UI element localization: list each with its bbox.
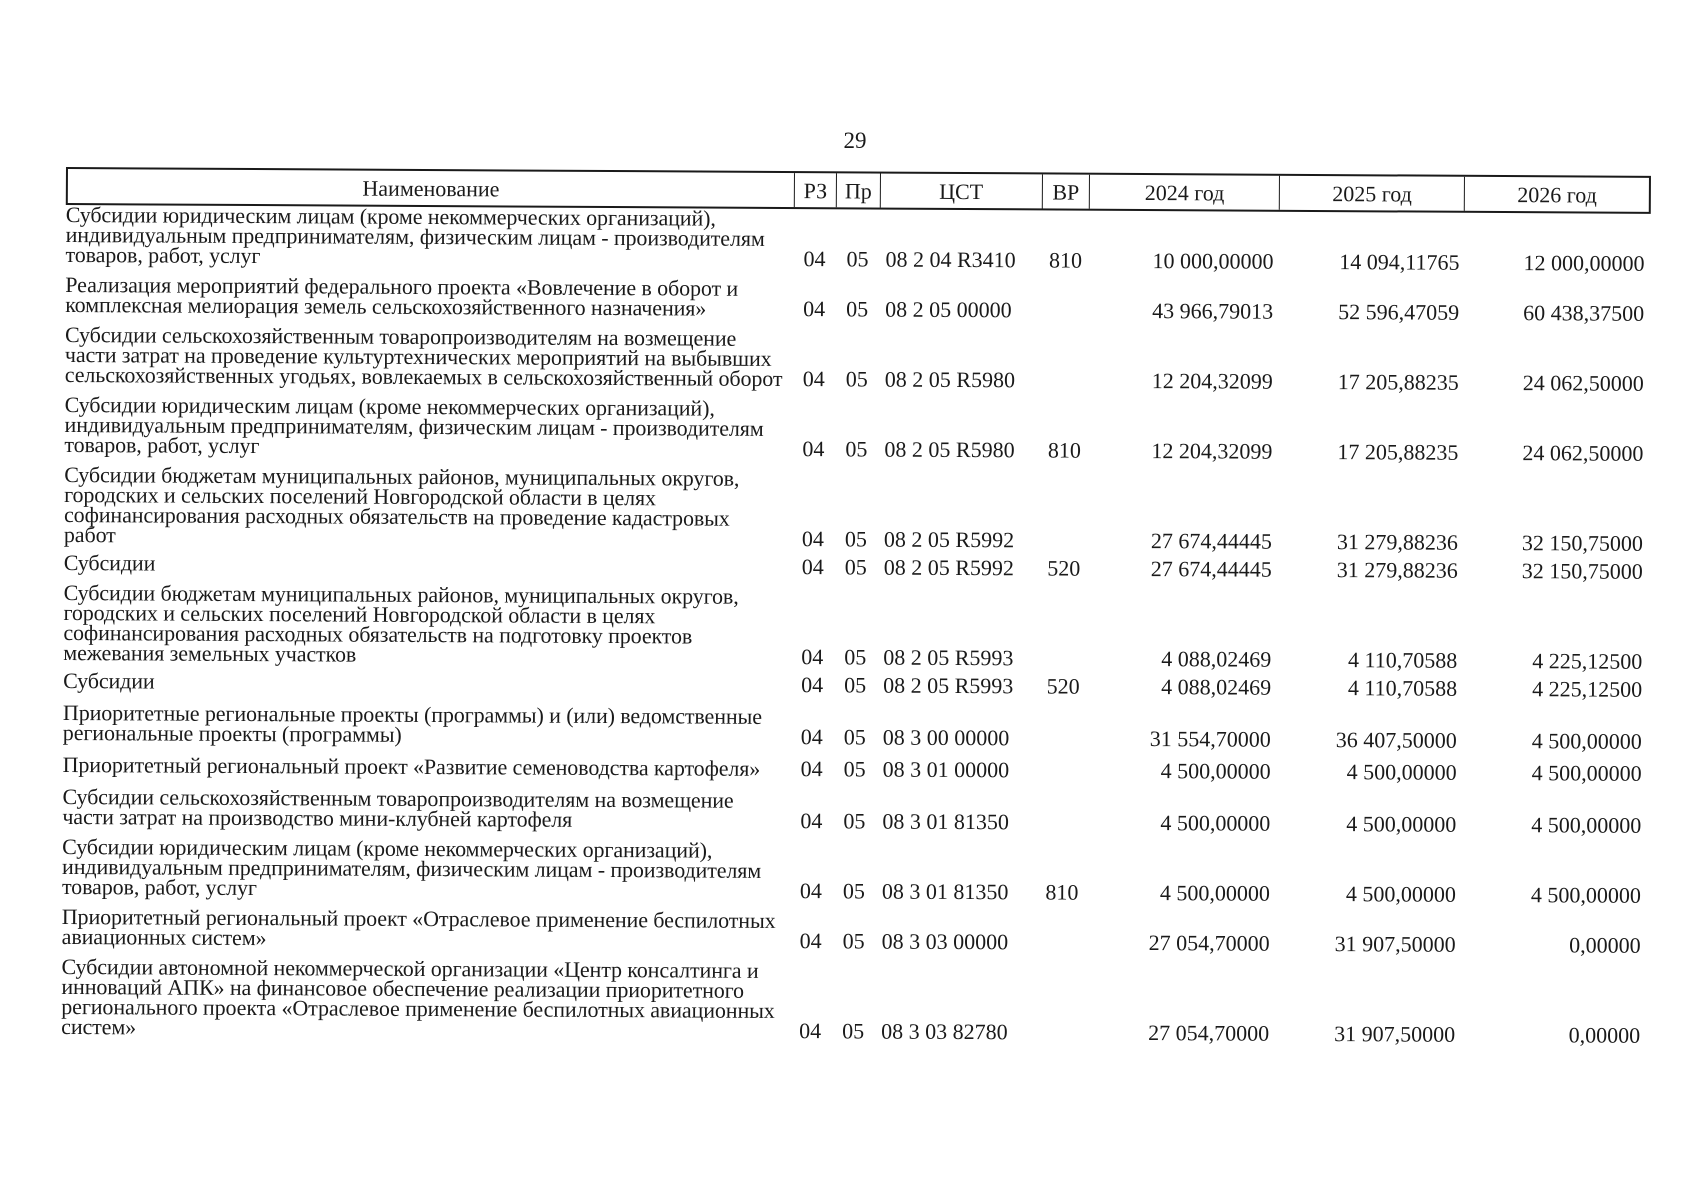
row-2024: 12 204,32099 bbox=[1151, 368, 1273, 394]
page-number: 29 bbox=[843, 128, 867, 153]
row-pr: 05 bbox=[845, 366, 868, 392]
row-rz: 04 bbox=[799, 878, 823, 904]
row-name: Субсидии юридическим лицам (кроме некоммерческих организаций), индивидуальным предпринимателям, физическим лицам - производителям товаров, работ, услуг bbox=[65, 201, 765, 269]
row-rz: 04 bbox=[802, 436, 825, 462]
row-2026: 32 150,75000 bbox=[1521, 530, 1643, 556]
row-2024: 43 966,79013 bbox=[1152, 298, 1274, 324]
row-2026: 4 225,12500 bbox=[1532, 676, 1643, 702]
row-name: Приоритетный региональный проект «Развитие семеноводства картофеля» bbox=[62, 751, 761, 781]
row-pr: 05 bbox=[844, 672, 867, 698]
table-row bbox=[63, 579, 1648, 674]
row-cst: 08 2 05 R5993 bbox=[883, 672, 1014, 699]
header-2024: 2024 год bbox=[1089, 175, 1279, 210]
row-2025: 36 407,50000 bbox=[1335, 727, 1457, 753]
row-cst: 08 2 05 00000 bbox=[885, 296, 1012, 323]
table-row bbox=[63, 461, 1649, 556]
row-2026: 0,00000 bbox=[1568, 1022, 1641, 1048]
row-cst: 08 3 01 81350 bbox=[882, 808, 1009, 835]
row-2025: 4 110,70588 bbox=[1347, 675, 1458, 701]
row-2025: 4 500,00000 bbox=[1345, 881, 1457, 907]
row-pr: 05 bbox=[846, 296, 869, 322]
row-cst: 08 3 01 00000 bbox=[882, 756, 1010, 783]
row-pr: 05 bbox=[844, 554, 867, 580]
row-name: Субсидии сельскохозяйственным товаропроизводителям на возмещение части затрат на проведение культуртехнических мероприятий на выбывших сельскохозяйственных угодьях, вовлекаемых в сельскохозяйственный оборот bbox=[64, 321, 783, 392]
row-2026: 24 062,50000 bbox=[1522, 440, 1644, 466]
row-name: Субсидии бюджетам муниципальных районов, муниципальных округов, городских и сельских поселений Новгородской области в целях софинансирования расходных обязательств на подготовку проектов межевания земельных участков bbox=[63, 579, 739, 667]
table-body bbox=[61, 201, 1651, 1048]
row-2024: 12 204,32099 bbox=[1151, 438, 1273, 464]
row-pr: 05 bbox=[844, 644, 867, 670]
row-2026: 4 500,00000 bbox=[1531, 760, 1642, 786]
budget-table bbox=[61, 167, 1651, 1046]
row-rz: 04 bbox=[803, 296, 826, 322]
row-rz: 04 bbox=[799, 1018, 822, 1044]
row-2026: 24 062,50000 bbox=[1522, 370, 1644, 396]
row-pr: 05 bbox=[844, 526, 868, 552]
row-rz: 04 bbox=[800, 808, 823, 834]
row-vr: 520 bbox=[1047, 555, 1081, 581]
table-row bbox=[61, 953, 1646, 1048]
row-pr: 05 bbox=[846, 246, 869, 272]
row-2025: 14 094,11765 bbox=[1339, 249, 1460, 275]
row-2024: 4 088,02469 bbox=[1161, 674, 1272, 700]
row-cst: 08 2 05 R5992 bbox=[883, 526, 1015, 553]
table-row bbox=[61, 903, 1647, 958]
row-cst: 08 3 00 00000 bbox=[882, 724, 1010, 751]
row-2025: 17 205,88235 bbox=[1337, 439, 1459, 465]
row-cst: 08 2 05 R5993 bbox=[883, 644, 1014, 671]
header-2025: 2025 год bbox=[1279, 176, 1465, 211]
row-pr: 05 bbox=[842, 1018, 865, 1044]
row-rz: 04 bbox=[801, 672, 824, 698]
table-row bbox=[63, 667, 1648, 702]
table-row bbox=[63, 549, 1649, 584]
table-row bbox=[62, 751, 1648, 786]
row-2026: 32 150,75000 bbox=[1521, 558, 1643, 584]
header-2026: 2026 год bbox=[1464, 177, 1649, 212]
row-cst: 08 2 04 R3410 bbox=[885, 246, 1016, 273]
row-name: Субсидии сельскохозяйственным товаропроизводителям на возмещение части затрат на производство мини-клубней картофеля bbox=[62, 783, 734, 832]
row-rz: 04 bbox=[801, 554, 824, 580]
row-2024: 31 554,70000 bbox=[1149, 726, 1271, 752]
row-cst: 08 3 03 82780 bbox=[881, 1018, 1008, 1045]
row-cst: 08 2 05 R5980 bbox=[884, 366, 1016, 393]
table-row bbox=[62, 783, 1647, 838]
header-name: Наименование bbox=[362, 175, 500, 202]
row-rz: 04 bbox=[802, 366, 825, 392]
row-2024: 4 500,00000 bbox=[1160, 810, 1271, 836]
row-rz: 04 bbox=[803, 246, 826, 272]
row-2024: 27 674,44445 bbox=[1150, 556, 1272, 582]
row-rz: 04 bbox=[801, 644, 824, 670]
row-pr: 05 bbox=[842, 878, 866, 904]
row-2025: 4 110,70588 bbox=[1348, 647, 1458, 673]
row-2025: 4 500,00000 bbox=[1346, 811, 1457, 837]
row-2024: 4 500,00000 bbox=[1160, 758, 1271, 784]
row-2025: 31 279,88236 bbox=[1336, 529, 1458, 555]
table-row bbox=[64, 391, 1649, 466]
row-2024: 27 674,44445 bbox=[1150, 528, 1272, 554]
row-2025: 31 279,88236 bbox=[1336, 557, 1458, 583]
table-row bbox=[65, 201, 1650, 276]
row-name: Приоритетный региональный проект «Отраслевое применение беспилотных авиационных систем» bbox=[61, 903, 776, 951]
row-2025: 31 907,50000 bbox=[1334, 1021, 1456, 1047]
table-row bbox=[62, 699, 1648, 754]
row-cst: 08 2 05 R5992 bbox=[883, 554, 1015, 581]
row-rz: 04 bbox=[801, 526, 825, 552]
row-vr: 810 bbox=[1048, 247, 1083, 273]
row-name: Субсидии бюджетам муниципальных районов, муниципальных округов, городских и сельских поселений Новгородской области в целях софинансирования расходных обязательств на проведение кадастровых работ bbox=[63, 461, 740, 548]
row-name: Субсидии юридическим лицам (кроме некоммерческих организаций), индивидуальным предпринимателям, физическим лицам - производителям товаров, работ, услуг bbox=[64, 391, 764, 459]
row-name: Приоритетные региональные проекты (программы) и (или) ведомственные региональные проекты (программы) bbox=[62, 699, 763, 747]
row-name: Субсидии юридическим лицам (кроме некоммерческих организаций), индивидуальным предпринимателям, физическим лицам - производителям товаров, работ, услуг bbox=[61, 833, 762, 901]
row-2024: 4 088,02469 bbox=[1161, 646, 1272, 672]
row-pr: 05 bbox=[843, 808, 866, 834]
row-vr: 810 bbox=[1045, 879, 1079, 905]
row-2025: 4 500,00000 bbox=[1346, 759, 1457, 785]
row-cst: 08 3 01 81350 bbox=[881, 878, 1009, 905]
row-pr: 05 bbox=[843, 724, 866, 750]
row-pr: 05 bbox=[842, 928, 865, 954]
row-rz: 04 bbox=[800, 724, 823, 750]
row-2026: 60 438,37500 bbox=[1523, 300, 1645, 326]
row-vr: 520 bbox=[1046, 673, 1080, 699]
row-2024: 4 500,00000 bbox=[1159, 880, 1271, 906]
row-rz: 04 bbox=[800, 756, 823, 782]
row-name: Субсидии автономной некоммерческой организации «Центр консалтинга и инноваций АПК» на финансовое обеспечение реализации приоритетного регионального проекта «Отраслевое применение беспилотных авиационных систем» bbox=[61, 953, 775, 1040]
row-pr: 05 bbox=[843, 756, 866, 782]
row-2026: 12 000,00000 bbox=[1523, 250, 1645, 276]
header-cst: ЦСТ bbox=[880, 174, 1042, 209]
row-cst: 08 2 05 R5980 bbox=[884, 436, 1015, 463]
row-cst: 08 3 03 00000 bbox=[881, 928, 1009, 955]
row-2024: 27 054,70000 bbox=[1148, 1020, 1270, 1046]
row-2026: 4 500,00000 bbox=[1530, 882, 1642, 908]
table-row bbox=[64, 321, 1650, 396]
row-pr: 05 bbox=[845, 436, 868, 462]
table-row bbox=[61, 833, 1647, 908]
row-rz: 04 bbox=[799, 928, 822, 954]
row-2025: 31 907,50000 bbox=[1334, 931, 1456, 957]
row-vr: 810 bbox=[1047, 437, 1082, 463]
row-2026: 0,00000 bbox=[1569, 932, 1641, 958]
header-vr: ВР bbox=[1041, 174, 1089, 208]
header-pr: Пр bbox=[836, 173, 880, 207]
row-2026: 4 500,00000 bbox=[1531, 728, 1642, 754]
row-2024: 10 000,00000 bbox=[1152, 248, 1274, 274]
header-rz: РЗ bbox=[794, 173, 836, 207]
row-2026: 4 500,00000 bbox=[1531, 812, 1642, 838]
table-row bbox=[65, 271, 1650, 326]
row-name: Реализация мероприятий федерального проекта «Вовлечение в оборот и комплексная мелиорация земель сельскохозяйственного назначения» bbox=[65, 271, 739, 321]
row-2026: 4 225,12500 bbox=[1532, 648, 1643, 674]
row-2024: 27 054,70000 bbox=[1148, 930, 1270, 956]
row-2025: 52 596,47059 bbox=[1338, 299, 1460, 325]
row-name: Субсидии bbox=[63, 667, 155, 694]
row-name: Субсидии bbox=[63, 549, 156, 576]
row-2025: 17 205,88235 bbox=[1337, 369, 1459, 395]
